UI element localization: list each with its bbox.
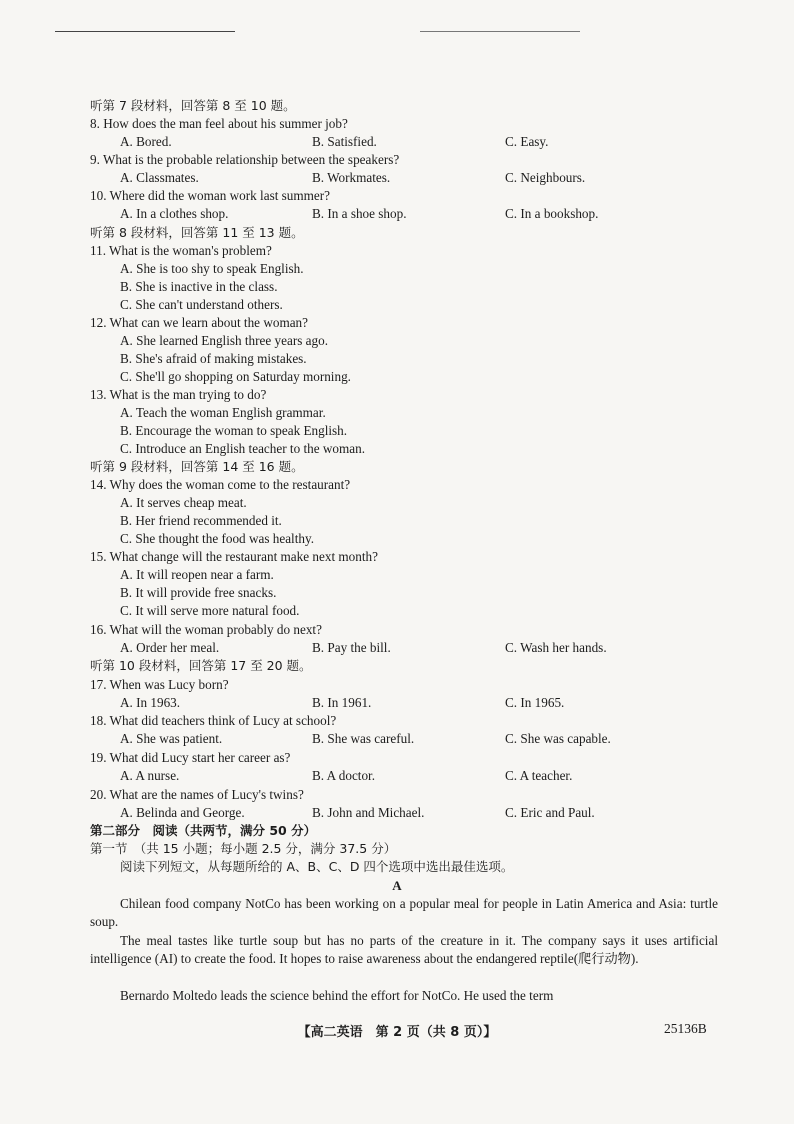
question-9-option-c: C. Neighbours. xyxy=(505,170,586,185)
passage-paragraph-1 xyxy=(90,895,718,931)
question-19-option-a: A. A nurse. xyxy=(120,768,180,783)
question-20-stem: 20. What are the names of Lucy's twins? xyxy=(90,787,304,802)
question-14-option-b: B. Her friend recommended it. xyxy=(120,513,282,528)
question-11-option-a: A. She is too shy to speak English. xyxy=(120,261,304,276)
passage-paragraph-2 xyxy=(90,932,718,968)
question-10-stem: 10. Where did the woman work last summer? xyxy=(90,188,331,203)
section-7-heading: 听第 7 段材料，回答第 8 至 10 题。 xyxy=(90,98,296,113)
section-8-heading: 听第 8 段材料，回答第 11 至 13 题。 xyxy=(90,225,304,240)
question-15-option-a: A. It will reopen near a farm. xyxy=(120,567,274,582)
section-9-heading: 听第 9 段材料，回答第 14 至 16 题。 xyxy=(90,459,304,474)
part-2-title: 第二部分 阅读（共两节，满分 50 分） xyxy=(90,823,317,838)
passage-label: A xyxy=(392,878,402,893)
question-8-stem: 8. How does the man feel about his summer job? xyxy=(90,116,348,131)
question-14-option-c: C. She thought the food was healthy. xyxy=(120,531,314,546)
question-10-option-c: C. In a bookshop. xyxy=(505,206,599,221)
question-17-option-a: A. In 1963. xyxy=(120,695,181,710)
part-2-subtitle: 第一节 （共 15 小题；每小题 2.5 分，满分 37.5 分） xyxy=(90,841,397,856)
question-9-stem: 9. What is the probable relationship between the speakers? xyxy=(90,152,400,167)
question-11-stem: 11. What is the woman's problem? xyxy=(90,243,272,258)
question-20-option-a: A. Belinda and George. xyxy=(120,805,245,820)
question-13-option-b: B. Encourage the woman to speak English. xyxy=(120,423,348,438)
question-16-stem: 16. What will the woman probably do next? xyxy=(90,622,322,637)
top-rule-left xyxy=(55,31,235,32)
question-12-option-b: B. She's afraid of making mistakes. xyxy=(120,351,307,366)
section-10-heading: 听第 10 段材料，回答第 17 至 20 题。 xyxy=(90,658,312,673)
part-2-instructions: 阅读下列短文，从每题所给的 A、B、C、D 四个选项中选出最佳选项。 xyxy=(120,859,514,874)
question-18-option-b: B. She was careful. xyxy=(312,731,415,746)
question-11-option-b: B. She is inactive in the class. xyxy=(120,279,278,294)
question-17-stem: 17. When was Lucy born? xyxy=(90,677,229,692)
question-13-option-a: A. Teach the woman English grammar. xyxy=(120,405,326,420)
question-13-stem: 13. What is the man trying to do? xyxy=(90,387,267,402)
question-15-stem: 15. What change will the restaurant make next month? xyxy=(90,549,378,564)
question-12-stem: 12. What can we learn about the woman? xyxy=(90,315,308,330)
question-15-option-b: B. It will provide free snacks. xyxy=(120,585,277,600)
top-rule-right xyxy=(420,31,580,32)
exam-code: 25136B xyxy=(664,1021,707,1036)
question-20-option-b: B. John and Michael. xyxy=(312,805,425,820)
passage-paragraph-3-text: Bernardo Moltedo leads the science behind the effort for NotCo. He used the term xyxy=(120,988,554,1003)
passage-paragraph-2-text: The meal tastes like turtle soup but has no parts of the creature in it. The company says it uses artificial intelligence (AI) to create the food. It hopes to raise awareness about the endangered reptile(爬行动物). xyxy=(90,933,718,966)
question-10-option-b: B. In a shoe shop. xyxy=(312,206,407,221)
question-11-option-c: C. She can't understand others. xyxy=(120,297,283,312)
question-18-option-c: C. She was capable. xyxy=(505,731,611,746)
question-19-option-c: C. A teacher. xyxy=(505,768,573,783)
question-20-option-c: C. Eric and Paul. xyxy=(505,805,595,820)
question-10-option-a: A. In a clothes shop. xyxy=(120,206,229,221)
question-16-option-b: B. Pay the bill. xyxy=(312,640,391,655)
question-12-option-a: A. She learned English three years ago. xyxy=(120,333,328,348)
question-14-stem: 14. Why does the woman come to the restaurant? xyxy=(90,477,351,492)
question-13-option-c: C. Introduce an English teacher to the woman. xyxy=(120,441,365,456)
question-19-stem: 19. What did Lucy start her career as? xyxy=(90,750,291,765)
question-17-option-c: C. In 1965. xyxy=(505,695,565,710)
question-9-option-a: A. Classmates. xyxy=(120,170,199,185)
question-17-option-b: B. In 1961. xyxy=(312,695,372,710)
question-18-option-a: A. She was patient. xyxy=(120,731,223,746)
question-16-option-a: A. Order her meal. xyxy=(120,640,220,655)
question-12-option-c: C. She'll go shopping on Saturday morning. xyxy=(120,369,351,384)
question-19-option-b: B. A doctor. xyxy=(312,768,376,783)
passage-paragraph-3 xyxy=(90,987,718,1005)
question-18-stem: 18. What did teachers think of Lucy at school? xyxy=(90,713,337,728)
question-15-option-c: C. It will serve more natural food. xyxy=(120,603,300,618)
question-8-option-a: A. Bored. xyxy=(120,134,172,149)
question-14-option-a: A. It serves cheap meat. xyxy=(120,495,247,510)
question-8-option-b: B. Satisfied. xyxy=(312,134,377,149)
question-8-option-c: C. Easy. xyxy=(505,134,549,149)
question-16-option-c: C. Wash her hands. xyxy=(505,640,607,655)
question-9-option-b: B. Workmates. xyxy=(312,170,391,185)
page-footer: 【高二英语 第 2 页（共 8 页）】 xyxy=(297,1025,497,1040)
passage-paragraph-1-text: Chilean food company NotCo has been working on a popular meal for people in Latin America and Asia: turtle soup. xyxy=(90,896,718,929)
